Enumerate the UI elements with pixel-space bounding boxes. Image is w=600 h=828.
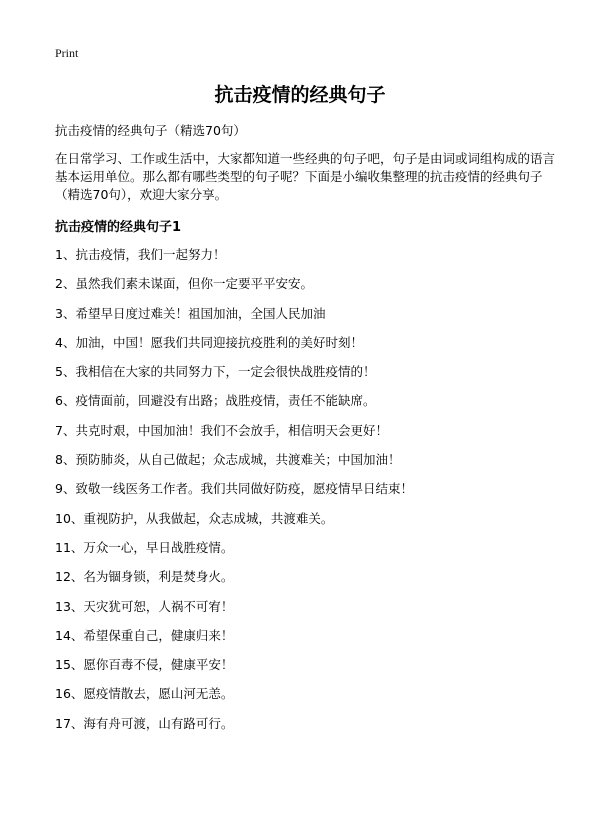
list-item: 1、抗击疫情，我们一起努力！ — [55, 247, 226, 262]
list-item: 3、希望早日度过难关！祖国加油，全国人民加油 — [55, 305, 326, 321]
subtitle: 抗击疫情的经典句子（精选70句） — [55, 123, 246, 138]
list-item: 5、我相信在大家的共同努力下，一定会很快战胜疫情的！ — [55, 364, 376, 380]
list-item: 16、愿疫情散去，愿山河无恙。 — [55, 686, 234, 702]
list-item: 10、重视防护，从我做起，众志成城，共渡难关。 — [55, 510, 334, 526]
print-link[interactable]: Print — [55, 46, 79, 60]
list-item: 13、天灾犹可恕，人祸不可宥！ — [55, 598, 234, 614]
list-item: 15、愿你百毒不侵，健康平安！ — [55, 657, 234, 673]
list-item: 11、万众一心，早日战胜疫情。 — [55, 539, 234, 555]
list-item: 9、致敬一线医务工作者。我们共同做好防疫，愿疫情早日结束！ — [55, 481, 413, 497]
list-item: 14、希望保重自己，健康归来！ — [55, 627, 234, 643]
page-title: 抗击疫情的经典句子 — [214, 84, 386, 106]
list-item: 4、加油，中国！愿我们共同迎接抗疫胜利的美好时刻！ — [55, 334, 363, 350]
section-heading: 抗击疫情的经典句子1 — [55, 220, 182, 235]
list-item: 2、虽然我们素未谋面，但你一定要平平安安。 — [55, 276, 313, 292]
list-item: 12、名为锢身锁，利是焚身火。 — [55, 569, 234, 585]
list-item: 6、疫情面前，回避没有出路；战胜疫情，责任不能缺席。 — [55, 393, 376, 409]
list-item: 17、海有舟可渡，山有路可行。 — [55, 715, 234, 731]
list-item: 7、共克时艰，中国加油！我们不会放手，相信明天会更好！ — [55, 422, 388, 438]
list-item: 8、预防肺炎，从自己做起；众志成城，共渡难关；中国加油！ — [55, 452, 401, 468]
intro-paragraph: 在日常学习、工作或生活中，大家都知道一些经典的句子吧，句子是由词或词组构成的语言基本运用单位。那么都有哪些类型的句子呢？下面是小编收集整理的抗击疫情的经典句子（精选70句），欢迎大家分享。 — [55, 151, 556, 202]
sentence-list — [55, 247, 413, 745]
